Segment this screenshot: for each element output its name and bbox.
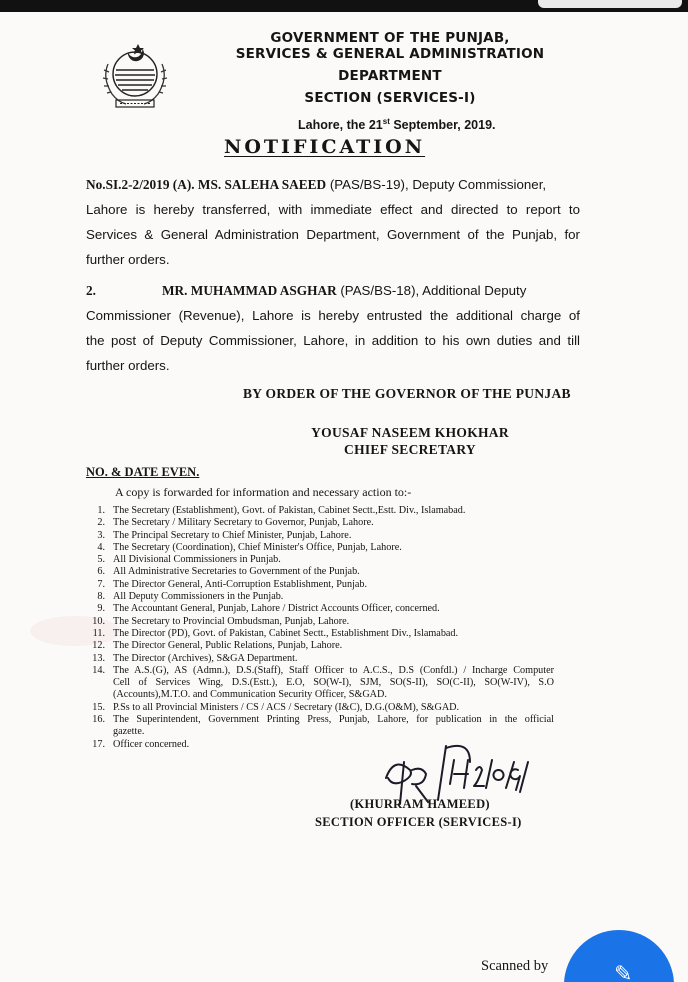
list-item-number: 14.	[92, 664, 105, 676]
list-item-number: 12.	[92, 640, 105, 652]
para1-line-4: further orders.	[86, 252, 170, 267]
list-item-text: All Administrative Secretaries to Government of the Punjab.	[113, 566, 360, 578]
paragraph-1	[86, 172, 580, 272]
list-item	[80, 542, 554, 554]
list-item-text: The Director (PD), Govt. of Pakistan, Cabinet Sectt., Establishment Div., Islamabad.	[113, 627, 459, 639]
edit-fab-button[interactable]	[558, 926, 688, 982]
list-item-number: 10.	[92, 615, 105, 627]
header-line-3: DEPARTMENT	[338, 68, 442, 84]
notification-title: NOTIFICATION	[224, 136, 426, 158]
list-item-number: 3.	[97, 529, 105, 541]
list-item-number: 9.	[97, 603, 105, 615]
list-item-text-line-2: gazette.	[113, 726, 145, 738]
para2-line-1: (PAS/BS-18), Additional Deputy	[336, 283, 527, 298]
edit-pen-icon[interactable]: ✎	[614, 962, 633, 982]
list-item	[80, 517, 554, 529]
section-officer-name: (KHURRAM HAMEED)	[350, 797, 490, 811]
chief-secretary-title: CHIEF SECRETARY	[344, 442, 476, 457]
list-item-text: P.Ss to all Provincial Ministers / CS / ACS / Secretary (I&C), D.G.(O&M), S&GAD.	[113, 701, 460, 713]
copy-list	[80, 505, 554, 751]
no-date-even: NO. & DATE EVEN.	[86, 465, 200, 479]
list-item-number: 8.	[97, 591, 105, 603]
header-line-1: GOVERNMENT OF THE PUNJAB,	[270, 30, 510, 46]
para1-line-1: (PAS/BS-19), Deputy Commissioner,	[326, 177, 547, 192]
list-item	[80, 591, 554, 603]
list-item-text: The Director General, Anti-Corruption Establishment, Punjab.	[113, 578, 368, 590]
list-item-text-line-2: Cell of Services Wing, D.S.(Estt.), E.O, SO(W-I), SJM, SO(S-II), SO(C-II), SO(W-IV), S.O	[113, 677, 554, 689]
para2-line-4: further orders.	[86, 358, 170, 373]
para1-line-2: Lahore is hereby transferred, with immediate effect and directed to report to	[86, 202, 580, 217]
list-item-text: The Secretary (Establishment), Govt. of Pakistan, Cabinet Sectt.,Estt. Div., Islamabad.	[113, 505, 466, 516]
list-item	[80, 653, 554, 665]
list-item-text: The Director General, Public Relations, Punjab, Lahore.	[113, 640, 343, 652]
date-line	[298, 117, 496, 132]
chief-secretary-name: YOUSAF NASEEM KHOKHAR	[311, 425, 509, 440]
header-line-4: SECTION (SERVICES-I)	[304, 90, 476, 106]
header-line-2: SERVICES & GENERAL ADMINISTRATION	[235, 46, 545, 62]
list-item-number: 4.	[97, 541, 105, 553]
list-item	[80, 665, 554, 702]
list-item-number: 6.	[97, 566, 105, 578]
list-item-text: The Accountant General, Punjab, Lahore / District Accounts Officer, concerned.	[113, 603, 440, 615]
para2-officer-name: MR. MUHAMMAD ASGHAR	[162, 283, 337, 298]
list-item	[80, 640, 554, 652]
list-item-number: 7.	[97, 578, 105, 590]
list-item-text: Officer concerned.	[113, 738, 190, 750]
list-item	[80, 603, 554, 615]
list-item	[80, 714, 554, 739]
para2-line-3: the post of Deputy Commissioner, Lahore, in addition to his own duties and till	[86, 333, 580, 348]
list-item-number: 5.	[97, 554, 105, 566]
by-order-line: BY ORDER OF THE GOVERNOR OF THE PUNJAB	[243, 386, 571, 401]
list-item-text-line-3: (Accounts),M.T.O. and Communication Security Officer, S&GAD.	[113, 689, 387, 701]
list-item	[80, 566, 554, 578]
forward-line: A copy is forwarded for information and necessary action to:-	[115, 485, 412, 499]
date-suffix: st	[382, 117, 390, 126]
list-item-number: 1.	[97, 505, 105, 516]
list-item	[80, 616, 554, 628]
list-item-text-line-1: The A.S.(G), AS (Admn.), D.S.(Staff), Staff Officer to A.C.S., D.S (Confdl.) / Incharge Computer	[113, 664, 554, 676]
scanned-by-label: Scanned by	[481, 958, 549, 974]
list-item-text: All Deputy Commissioners in the Punjab.	[113, 591, 284, 603]
list-item-number: 15.	[92, 701, 105, 713]
list-item-number: 11.	[92, 627, 105, 639]
date-prefix: Lahore, the 21	[298, 118, 383, 133]
para2-number: 2.	[86, 283, 96, 298]
para1-line-3: Services & General Administration Department, Government of the Punjab, for	[86, 227, 580, 242]
list-item-text: The Secretary / Military Secretary to Governor, Punjab, Lahore.	[113, 517, 374, 529]
list-item-text-line-1: The Superintendent, Government Printing Press, Punjab, Lahore, for publication in the official	[113, 714, 554, 726]
status-bar	[0, 0, 688, 12]
section-officer-title: SECTION OFFICER (SERVICES-I)	[315, 815, 522, 829]
punjab-emblem-icon	[94, 30, 176, 112]
list-item-text: The Secretary (Coordination), Chief Minister's Office, Punjab, Lahore.	[113, 541, 402, 553]
list-item-number: 16.	[92, 714, 105, 726]
list-item	[80, 628, 554, 640]
date-rest: September, 2019.	[389, 118, 496, 133]
paragraph-2	[86, 278, 580, 378]
list-item-number: 17.	[92, 738, 105, 750]
list-item	[80, 530, 554, 542]
list-item-number: 13.	[92, 652, 105, 664]
para2-line-2: Commissioner (Revenue), Lahore is hereby entrusted the additional charge of	[86, 308, 580, 323]
list-item-text: The Principal Secretary to Chief Minister, Punjab, Lahore.	[113, 529, 352, 541]
list-item	[80, 505, 554, 517]
notification-reference: No.SI.2-2/2019 (A). MS. SALEHA SAEED	[86, 177, 327, 192]
list-item	[80, 579, 554, 591]
list-item	[80, 554, 554, 566]
list-item-text: The Director (Archives), S&GA Department.	[113, 652, 298, 664]
list-item	[80, 702, 554, 714]
status-bar-pill	[538, 0, 682, 8]
list-item-text: All Divisional Commissioners in Punjab.	[113, 554, 281, 566]
list-item-number: 2.	[97, 517, 105, 529]
list-item-text: The Secretary to Provincial Ombudsman, Punjab, Lahore.	[113, 615, 350, 627]
